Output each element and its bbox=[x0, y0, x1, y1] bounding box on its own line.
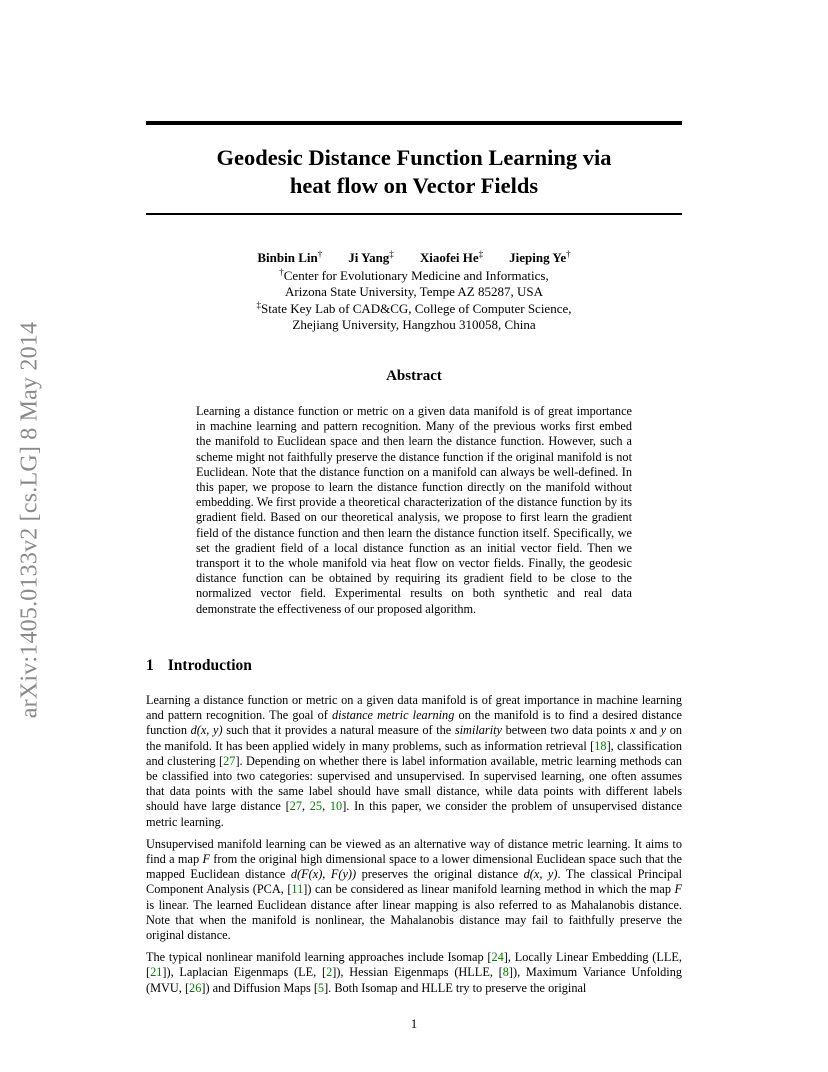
citation-link[interactable]: 27 bbox=[289, 799, 302, 814]
paper-title bbox=[146, 144, 682, 200]
citation-link[interactable]: 26 bbox=[189, 980, 202, 995]
citation-link[interactable]: 8 bbox=[502, 965, 509, 980]
affiliation-line: †Center for Evolutionary Medicine and Informatics, bbox=[279, 266, 549, 283]
section-number: 1 bbox=[146, 657, 154, 674]
paragraph: The typical nonlinear manifold learning approaches include Isomap [24], Locally Linear Embedding (LLE, [21]), Laplacian Eigenmaps (LE, [2]), Hessian Eigenmaps (HLLE, [8]), Maximum Variance Unfolding (MVU, [26]) and Diffusion Maps [5]. Both Isomap and HLLE try to preserve the original bbox=[146, 950, 683, 995]
citation-link[interactable]: 11 bbox=[291, 882, 304, 897]
author-names bbox=[146, 250, 682, 267]
citation-link[interactable]: 21 bbox=[150, 965, 163, 980]
citation-link[interactable]: 10 bbox=[329, 799, 343, 814]
citation-link[interactable]: 18 bbox=[594, 738, 607, 753]
affiliation-line: Zhejiang University, Hangzhou 310058, China bbox=[292, 317, 536, 332]
author-block bbox=[146, 250, 682, 334]
citation-link[interactable]: 25 bbox=[309, 799, 323, 814]
author: Binbin Lin† bbox=[257, 249, 323, 265]
section-heading bbox=[146, 657, 252, 675]
paragraph: Learning a distance function or metric on a given data manifold is of great importance in machine learning and pattern recognition. The goal of distance metric learning on the manifold is to find a desired distance function d(x, y) such that it provides a natural measure of the similarity between two data points x and y on the manifold. It has been applied widely in many problems, such as information retrieval [18], classification and clustering [27]. Depending on whether there is label information available, metric learning methods can be classified into two categories: supervised and unsupervised. In supervised learning, one often assumes that data points with the same label should have small distance, while data points with different labels should have large distance [27, 25, 10]. In this paper, we consider the problem of unsupervised distance metric learning. bbox=[146, 693, 682, 829]
page-number: 1 bbox=[410, 1017, 418, 1031]
affiliation-line: ‡State Key Lab of CAD&CG, College of Computer Science, bbox=[256, 299, 572, 316]
citation-link[interactable]: 24 bbox=[491, 950, 504, 965]
paragraph: Unsupervised manifold learning can be viewed as an alternative way of distance metric learning. It aims to find a map F from the original high dimensional space to a lower dimensional Euclidean space such that the mapped Euclidean distance d(F(x), F(y)) preserves the original distance d(x, y). The classical Principal Component Analysis (PCA, [11]) can be considered as linear manifold learning method in which the map F is linear. The learned Euclidean distance after linear mapping is also referred to as Mahalanobis distance. Note that when the manifold is nonlinear, the Mahalanobis distance may fail to faithfully preserve the original distance. bbox=[146, 836, 682, 943]
author: Ji Yang‡ bbox=[348, 249, 394, 265]
section-title: Introduction bbox=[167, 657, 252, 674]
title-line-2: heat flow on Vector Fields bbox=[289, 173, 539, 198]
title-bottom-rule bbox=[146, 213, 682, 215]
citation-link[interactable]: 2 bbox=[326, 965, 333, 980]
title-line-1: Geodesic Distance Function Learning via bbox=[216, 145, 612, 170]
introduction-body bbox=[146, 693, 682, 1003]
author: Jieping Ye† bbox=[509, 249, 571, 265]
abstract-heading: Abstract bbox=[386, 368, 442, 384]
title-top-rule bbox=[146, 121, 682, 125]
abstract-text: Learning a distance function or metric on a given data manifold is of great importance in machine learning and pattern recognition. Many of the previous works first embed the manifold to Euclidean space and then learn the distance function. However, such a scheme might not faithfully preserve the distance function if the original manifold is not Euclidean. Note that the distance function on a manifold can always be well-defined. In this paper, we propose to learn the distance function directly on the manifold without embedding. We first provide a theoretical characterization of the distance function by its gradient field. Based on our theoretical analysis, we propose to first learn the gradient field of the distance function and then learn the distance function itself. Specifically, we set the gradient field of a local distance function as an initial vector field. Then we transport it to the whole manifold via heat flow on vector fields. Finally, the geodesic distance function can be obtained by requiring its gradient field to be close to the normalized vector field. Experimental results on both synthetic and real data demonstrate the effectiveness of our proposed algorithm. bbox=[196, 404, 632, 616]
author: Xiaofei He‡ bbox=[419, 249, 484, 265]
citation-link[interactable]: 5 bbox=[317, 980, 325, 995]
arxiv-sidebar bbox=[4, 290, 56, 750]
citation-link[interactable]: 27 bbox=[223, 753, 236, 768]
arxiv-identifier: arXiv:1405.0133v2 [cs.LG] 8 May 2014 bbox=[16, 321, 43, 719]
affiliation-line: Arizona State University, Tempe AZ 85287, USA bbox=[285, 284, 543, 299]
